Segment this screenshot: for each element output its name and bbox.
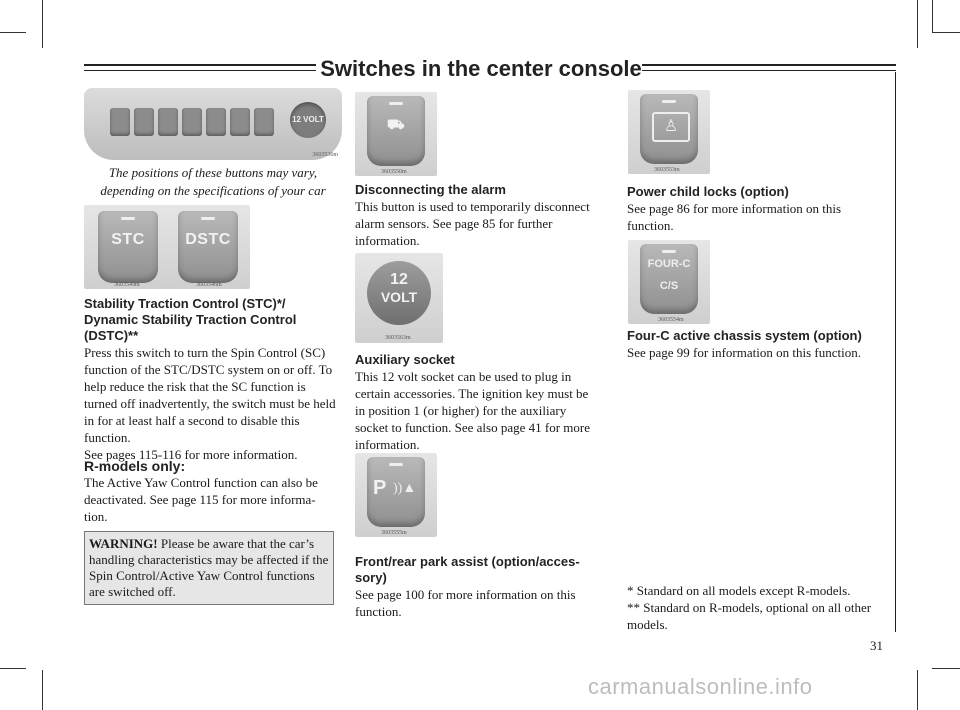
- image-ref: 3603550m: [381, 169, 407, 175]
- aux-socket-cap: [367, 261, 431, 325]
- volt-socket-knob: 12 VOLT: [290, 102, 326, 138]
- stc-body: Press this switch to turn the Spin Control (SC) function of the STC/DSTC system on or off. To help reduce the risk that the SC function is turned off inadvertently, the switch must be held in for at least half a second to disable this function.: [84, 345, 336, 445]
- crop-mark: [932, 0, 933, 32]
- warning-box: [84, 531, 334, 605]
- car-alarm-icon: ⛟: [386, 116, 406, 132]
- footnote-2: ** Standard on R-models, optional on all other models.: [627, 600, 872, 632]
- indicator-led: [662, 250, 676, 253]
- four-c-body: See page 99 for information on this function.: [627, 345, 861, 360]
- indicator-led: [201, 217, 215, 220]
- crop-mark: [0, 668, 26, 669]
- image-ref: 3603553m: [654, 167, 680, 173]
- crop-mark: [42, 0, 43, 48]
- title-rule-right: [642, 64, 896, 66]
- crop-mark: [932, 32, 960, 33]
- aux-label-top: 12: [390, 271, 408, 288]
- title-rule-right-thin: [642, 70, 896, 71]
- console-button: [110, 108, 130, 136]
- r-models-body: The Active Yaw Control function can also be deactivated. See page 115 for more informa- tion.: [84, 475, 318, 524]
- child-locks-image: [628, 90, 710, 174]
- four-c-section: [627, 328, 887, 361]
- child-locks-heading: Power child locks (option): [627, 184, 789, 199]
- aux-heading: Auxiliary socket: [355, 352, 455, 367]
- park-assist-image: [355, 453, 437, 537]
- image-ref: 3603549m: [114, 282, 140, 288]
- child-locks-switch: [640, 94, 698, 164]
- aux-socket-image: [355, 253, 443, 343]
- stc-section: [84, 296, 336, 463]
- dstc-switch-label: DSTC: [185, 231, 231, 248]
- stc-heading: Stability Traction Control (STC)*/ Dynamic Stability Traction Control (DSTC)**: [84, 296, 297, 343]
- stc-see-more: See pages 115-116 for more information.: [84, 447, 298, 462]
- alarm-switch: [367, 96, 425, 166]
- warning-body: Please be aware that the car’s handling characteristics may be affected if the Spin Control/Active Yaw Control functions are switched off.: [89, 536, 329, 599]
- r-models-heading: R-models only:: [84, 458, 186, 474]
- indicator-led: [662, 100, 676, 103]
- stc-dstc-image: [84, 205, 250, 289]
- indicator-led: [389, 102, 403, 105]
- console-button: [134, 108, 154, 136]
- warning-label: WARNING!: [89, 536, 158, 551]
- park-assist-label: P: [373, 477, 387, 499]
- console-button: [206, 108, 226, 136]
- dstc-switch: [178, 211, 238, 283]
- park-assist-switch: [367, 457, 425, 527]
- console-button: [182, 108, 202, 136]
- page-number: 31: [870, 638, 883, 653]
- image-ref: 3603554m: [658, 317, 684, 323]
- console-caption: The positions of these buttons may vary, depending on the specifications of your car: [100, 165, 326, 198]
- alarm-image: [355, 92, 437, 176]
- child-lock-icon: ♙: [652, 112, 690, 142]
- crop-mark: [0, 32, 26, 33]
- four-c-switch: [640, 244, 698, 314]
- page-title: Switches in the center console: [320, 56, 642, 81]
- crop-mark: [42, 670, 43, 710]
- image-ref: 3603563m: [385, 335, 411, 341]
- four-c-label-top: FOUR-C: [647, 258, 691, 270]
- footnotes: [627, 582, 887, 633]
- park-sensor-icon: ))▲: [393, 481, 417, 496]
- crop-mark: [917, 670, 918, 710]
- right-margin-rule: [895, 72, 896, 632]
- four-c-image: [628, 240, 710, 324]
- aux-label-bottom: VOLT: [380, 289, 418, 305]
- alarm-heading: Disconnecting the alarm: [355, 182, 506, 197]
- stc-switch-label: STC: [111, 231, 145, 248]
- four-c-label-bottom: C/S: [659, 280, 679, 292]
- watermark: carmanualsonline.info: [588, 674, 813, 699]
- park-heading: Front/rear park assist (option/acces- sory): [355, 554, 580, 585]
- aux-body: This 12 volt socket can be used to plug in certain accessories. The ignition key must be in position 1 (or higher) for the auxiliary socket to function. See also page 41 for more information.: [355, 369, 591, 452]
- park-section: [355, 554, 600, 620]
- console-button: [158, 108, 178, 136]
- crop-mark: [932, 668, 960, 669]
- r-models-section: [84, 458, 336, 525]
- crop-mark: [917, 0, 918, 48]
- park-body: See page 100 for more information on this function.: [355, 587, 576, 619]
- alarm-body: This button is used to temporarily disconnect alarm sensors. See page 85 for further information.: [355, 199, 590, 248]
- console-image: [84, 88, 342, 160]
- image-ref: 3603546m: [196, 282, 222, 288]
- image-ref: 3603555m: [381, 530, 407, 536]
- child-locks-section: [627, 184, 877, 234]
- image-ref: 3603536m: [312, 152, 338, 158]
- aux-section: [355, 352, 600, 453]
- footnote-1: * Standard on all models except R-models.: [627, 583, 851, 598]
- stc-switch: [98, 211, 158, 283]
- console-button: [254, 108, 274, 136]
- title-rule-left-thin: [84, 70, 316, 71]
- four-c-heading: Four-C active chassis system (option): [627, 328, 862, 343]
- indicator-led: [389, 463, 403, 466]
- indicator-led: [121, 217, 135, 220]
- console-button: [230, 108, 250, 136]
- child-locks-body: See page 86 for more information on this function.: [627, 201, 842, 233]
- alarm-section: [355, 182, 600, 249]
- title-rule-left: [84, 64, 316, 66]
